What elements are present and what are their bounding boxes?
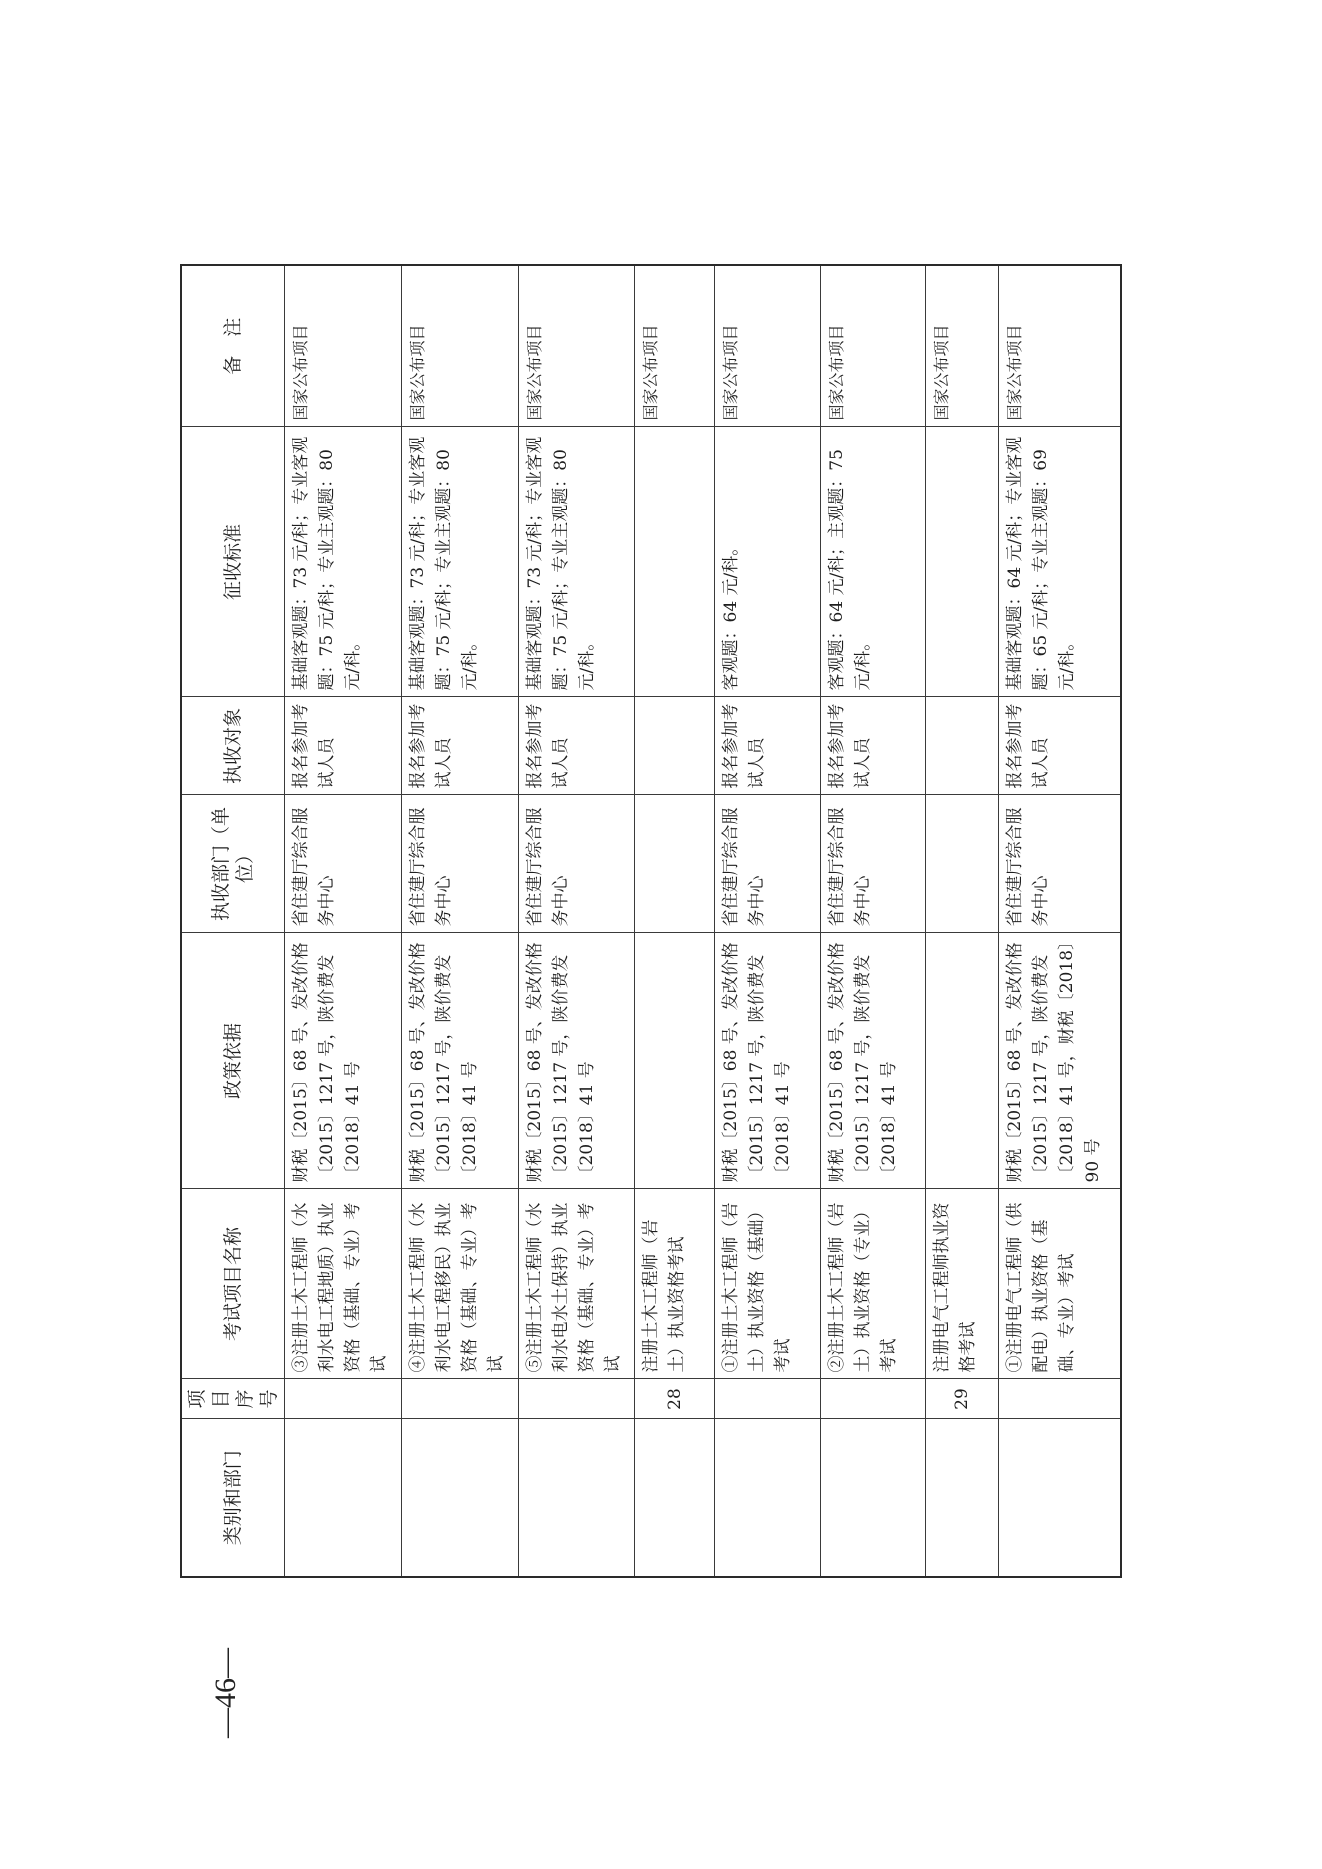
cell-note: 国家公布项目 [999, 265, 1121, 427]
cell-dept: 省住建厅综合服务中心 [518, 795, 635, 933]
cell-seq [999, 1379, 1121, 1419]
cell-exam-name: ③注册土木工程师（水利水电工程地质）执业资格（基础、专业）考试 [285, 1189, 402, 1379]
cell-standard: 客观题：64 元/科；主观题：75 元/科。 [820, 427, 925, 697]
cell-seq [715, 1379, 820, 1419]
cell-policy: 财税〔2015〕68 号、发改价格〔2015〕1217 号，陕价费发〔2018〕41 号 [401, 933, 518, 1189]
cell-exam-name: ②注册土木工程师（岩土）执业资格（专业）考试 [820, 1189, 925, 1379]
table-row [285, 265, 402, 1577]
cell-standard: 基础客观题：73 元/科；专业客观题：75 元/科；专业主观题：80 元/科。 [285, 427, 402, 697]
cell-standard: 基础客观题：73 元/科；专业客观题：75 元/科；专业主观题：80 元/科。 [401, 427, 518, 697]
cell-dept: 省住建厅综合服务中心 [820, 795, 925, 933]
cell-category [285, 1419, 402, 1577]
exam-fee-table [180, 264, 1122, 1578]
cell-dept [635, 795, 715, 933]
cell-standard [635, 427, 715, 697]
cell-category [635, 1419, 715, 1577]
cell-exam-name: ①注册电气工程师（供配电）执业资格（基础、专业）考试 [999, 1189, 1121, 1379]
cell-category [999, 1419, 1121, 1577]
cell-note: 国家公布项目 [518, 265, 635, 427]
header-target: 执收对象 [181, 697, 285, 795]
cell-target: 报名参加考试人员 [285, 697, 402, 795]
cell-category [715, 1419, 820, 1577]
cell-exam-name: ⑤注册土木工程师（水利水电水土保持）执业资格（基础、专业）考试 [518, 1189, 635, 1379]
cell-policy [635, 933, 715, 1189]
cell-note: 国家公布项目 [285, 265, 402, 427]
header-note: 备 注 [181, 265, 285, 427]
table-row [925, 265, 999, 1577]
table-row [635, 265, 715, 1577]
cell-note: 国家公布项目 [820, 265, 925, 427]
cell-standard: 客观题：64 元/科。 [715, 427, 820, 697]
table-row [999, 265, 1121, 1577]
cell-target [635, 697, 715, 795]
cell-seq [820, 1379, 925, 1419]
cell-note: 国家公布项目 [635, 265, 715, 427]
cell-exam-name: ①注册土木工程师（岩土）执业资格（基础）考试 [715, 1189, 820, 1379]
header-standard: 征收标准 [181, 427, 285, 697]
cell-dept: 省住建厅综合服务中心 [401, 795, 518, 933]
cell-policy: 财税〔2015〕68 号、发改价格〔2015〕1217 号，陕价费发〔2018〕41 号 [820, 933, 925, 1189]
cell-policy: 财税〔2015〕68 号、发改价格〔2015〕1217 号，陕价费发〔2018〕41 号 [715, 933, 820, 1189]
cell-target: 报名参加考试人员 [518, 697, 635, 795]
cell-exam-name: 注册土木工程师（岩土）执业资格考试 [635, 1189, 715, 1379]
cell-policy: 财税〔2015〕68 号、发改价格〔2015〕1217 号，陕价费发〔2018〕41 号 [518, 933, 635, 1189]
cell-dept: 省住建厅综合服务中心 [715, 795, 820, 933]
cell-target: 报名参加考试人员 [820, 697, 925, 795]
cell-standard: 基础客观题：73 元/科；专业客观题：75 元/科；专业主观题：80 元/科。 [518, 427, 635, 697]
cell-target: 报名参加考试人员 [401, 697, 518, 795]
cell-dept: 省住建厅综合服务中心 [999, 795, 1121, 933]
page-number: —46— [209, 1648, 242, 1738]
cell-seq [518, 1379, 635, 1419]
cell-dept [925, 795, 999, 933]
cell-target [925, 697, 999, 795]
table-row [518, 265, 635, 1577]
cell-category [518, 1419, 635, 1577]
cell-seq: 29 [925, 1379, 999, 1419]
cell-seq: 28 [635, 1379, 715, 1419]
cell-standard: 基础客观题：64 元/科；专业客观题：65 元/科；专业主观题：69 元/科。 [999, 427, 1121, 697]
fee-table-rotated [180, 266, 1122, 1578]
cell-seq [285, 1379, 402, 1419]
header-dept: 执收部门（单位） [181, 795, 285, 933]
cell-category [925, 1419, 999, 1577]
header-exam-name: 考试项目名称 [181, 1189, 285, 1379]
cell-exam-name: ④注册土木工程师（水利水电工程移民）执业资格（基础、专业）考试 [401, 1189, 518, 1379]
cell-standard [925, 427, 999, 697]
header-category: 类别和部门 [181, 1419, 285, 1577]
cell-note: 国家公布项目 [715, 265, 820, 427]
cell-dept: 省住建厅综合服务中心 [285, 795, 402, 933]
header-policy: 政策依据 [181, 933, 285, 1189]
table-row [715, 265, 820, 1577]
cell-category [820, 1419, 925, 1577]
cell-note: 国家公布项目 [925, 265, 999, 427]
cell-target: 报名参加考试人员 [999, 697, 1121, 795]
cell-policy [925, 933, 999, 1189]
table-row [820, 265, 925, 1577]
cell-policy: 财税〔2015〕68 号、发改价格〔2015〕1217 号，陕价费发〔2018〕41 号，财税〔2018〕90 号 [999, 933, 1121, 1189]
table-row [401, 265, 518, 1577]
cell-policy: 财税〔2015〕68 号、发改价格〔2015〕1217 号，陕价费发〔2018〕41 号 [285, 933, 402, 1189]
cell-note: 国家公布项目 [401, 265, 518, 427]
cell-target: 报名参加考试人员 [715, 697, 820, 795]
cell-seq [401, 1379, 518, 1419]
header-seq: 项目序号 [181, 1379, 285, 1419]
cell-exam-name: 注册电气工程师执业资格考试 [925, 1189, 999, 1379]
table-header-row [181, 265, 285, 1577]
cell-category [401, 1419, 518, 1577]
